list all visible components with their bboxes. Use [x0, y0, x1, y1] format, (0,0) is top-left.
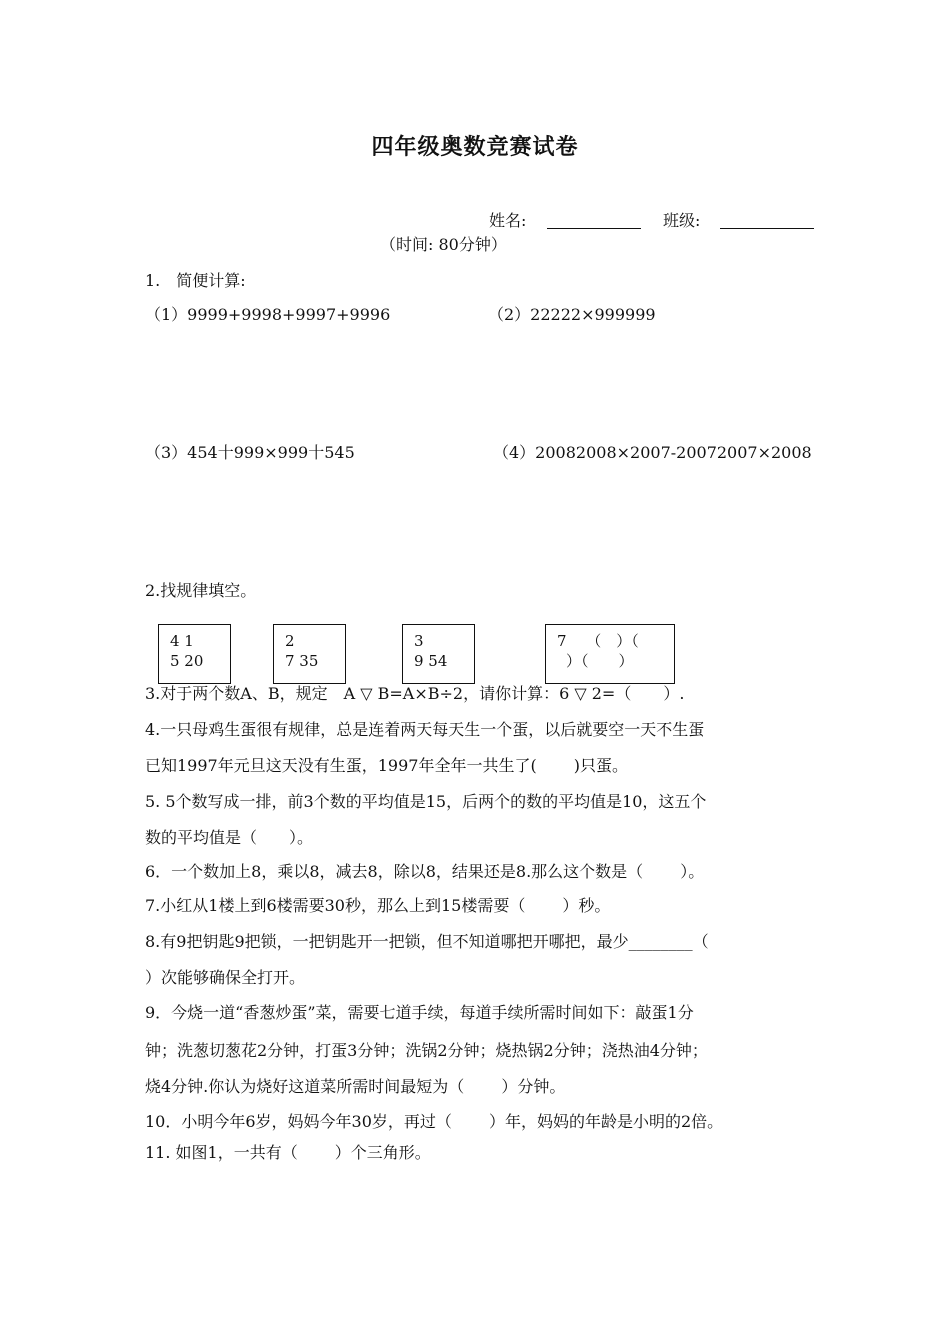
- question-6: 6．一个数加上8，乘以8，减去8，除以8，结果还是8.那么这个数是（ ）。: [145, 862, 705, 881]
- time-note: （时间: 80分钟）: [380, 235, 507, 254]
- question-8-line2: ）次能够确保全打开。: [145, 968, 306, 987]
- question-9-line2: 钟；洗葱切葱花2分钟，打蛋3分钟；洗锅2分钟；烧热锅2分钟；浇热油4分钟；: [145, 1041, 708, 1060]
- class-blank: [720, 212, 814, 229]
- name-label: 姓名:: [489, 211, 527, 230]
- question-5-line1: 5. 5个数写成一排，前3个数的平均值是15，后两个的数的平均值是10，这五个: [145, 792, 707, 811]
- pattern-box-line: 2: [285, 632, 295, 650]
- question-11: 11. 如图1，一共有（ ）个三角形。: [145, 1143, 431, 1162]
- q2-heading: 2.找规律填空。: [145, 581, 257, 600]
- question-5-line2: 数的平均值是（ ）。: [145, 828, 314, 847]
- question-8-line1: 8.有9把钥匙9把锁，一把钥匙开一把锁，但不知道哪把开哪把，最少________（: [145, 932, 709, 951]
- q1-part2: （2）22222×999999: [488, 305, 656, 324]
- pattern-box-line: 4 1: [170, 632, 194, 650]
- name-blank: [547, 212, 641, 229]
- q1-part1: （1）9999+9998+9997+9996: [145, 305, 391, 324]
- pattern-box-4: [545, 624, 675, 684]
- pattern-box-3: [402, 624, 475, 684]
- pattern-box-line: 5 20: [170, 652, 204, 670]
- pattern-box-line: 9 54: [414, 652, 448, 670]
- pattern-box-1: [158, 624, 231, 684]
- question-7: 7.小红从1楼上到6楼需要30秒，那么上到15楼需要（ ）秒。: [145, 896, 611, 915]
- class-label: 班级:: [663, 211, 701, 230]
- pattern-box-line: 7 35: [285, 652, 319, 670]
- q1-heading: 1. 简便计算:: [145, 271, 246, 290]
- pattern-box-line: 3: [414, 632, 424, 650]
- question-10: 10．小明今年6岁，妈妈今年30岁，再过（ ）年，妈妈的年龄是小明的2倍。: [145, 1112, 724, 1131]
- question-3: 3.对于两个数A、B，规定 A ▽ B=A×B÷2，请你计算：6 ▽ 2=（ ）.: [145, 684, 685, 703]
- question-9-line3: 烧4分钟.你认为烧好这道菜所需时间最短为（ ）分钟。: [145, 1077, 566, 1096]
- question-4-line1: 4.一只母鸡生蛋很有规律，总是连着两天每天生一个蛋，以后就要空一天不生蛋: [145, 720, 705, 739]
- question-9-line1: 9．今烧一道“香葱炒蛋”菜，需要七道手续，每道手续所需时间如下：敲蛋1分: [145, 1003, 694, 1022]
- page-title: 四年级奥数竞赛试卷: [371, 135, 579, 160]
- q1-part4: （4）20082008×2007-20072007×2008: [493, 443, 812, 462]
- pattern-box-line: 7 （ ）（: [557, 632, 639, 650]
- q1-part3: （3）454十999×999十545: [145, 443, 355, 462]
- pattern-box-line: ）（ ）: [566, 652, 634, 670]
- question-4-line2: 已知1997年元旦这天没有生蛋，1997年全年一共生了( )只蛋。: [145, 756, 629, 775]
- pattern-box-2: [273, 624, 346, 684]
